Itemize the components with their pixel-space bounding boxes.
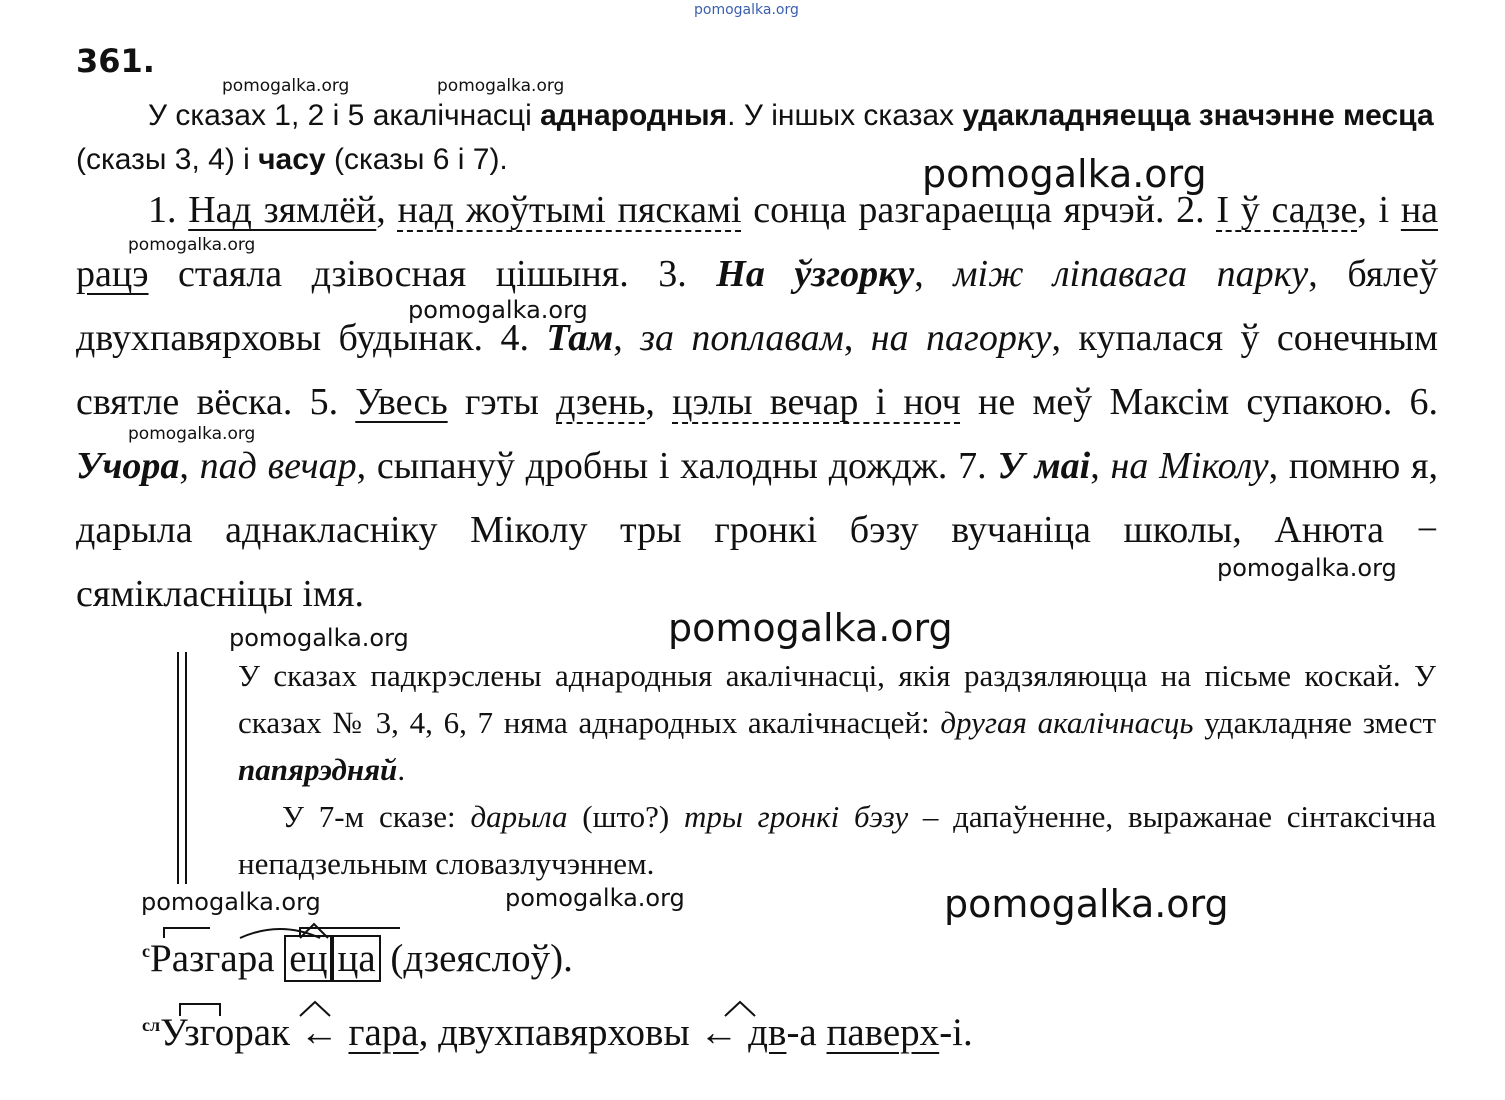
intro-paragraph <box>76 94 1436 182</box>
clarifying-adverbial: за поплавам <box>640 317 844 359</box>
sentence-text: , <box>914 253 954 295</box>
morph-stem: паверх <box>826 1011 940 1054</box>
morph-stem: дв <box>748 1011 787 1054</box>
watermark: pomogalka.org <box>141 888 321 916</box>
sentence-text: , <box>376 189 398 231</box>
sentence-text: , і <box>1357 189 1401 231</box>
morph-text: , двухпавярховы ← <box>418 1011 749 1054</box>
homogeneous-adverbial: на рацэ <box>76 189 1439 295</box>
prefix-bracket <box>180 1004 220 1016</box>
suffix-caret <box>300 1002 330 1016</box>
clarifying-adverbial: між ліпавага парку <box>953 253 1309 295</box>
clarified-adverbial: Учора <box>76 445 180 487</box>
clarified-adverbial: Там <box>546 317 614 359</box>
margin-bar <box>177 652 179 884</box>
sentence-text: , <box>645 381 673 423</box>
sentence-text: , <box>1090 445 1111 487</box>
morph-text: -а <box>786 1011 827 1054</box>
morph-postfix-box: ца <box>332 935 380 982</box>
sentence-text: сонца разгараецца ярчэй. 2. <box>741 189 1217 231</box>
stem-line <box>300 928 400 936</box>
watermark: pomogalka.org <box>944 882 1229 926</box>
sentence-text: , <box>843 317 871 359</box>
prefix-bracket <box>164 928 210 938</box>
explanation-italic: тры гронкі бэзу <box>684 799 909 834</box>
suffix-caret <box>725 1002 755 1016</box>
homogeneous-adverbial: цэлы вечар і ноч <box>672 381 961 423</box>
clarifying-adverbial: пад вечар <box>199 445 357 487</box>
explanation-text: удакладняе змест <box>1193 705 1436 740</box>
sentence-text: , помню я, дарыла аднакласніку Міколу тры гронкі бэзу вучаніца школы, Анюта − сямікласніцы імя. <box>76 445 1439 615</box>
watermark: pomogalka.org <box>128 424 256 444</box>
morph-root-part: Разгара <box>150 937 275 980</box>
morph-text: -і. <box>939 1011 973 1054</box>
sentence-text: , купалася ў сонечным святле вёска. 5. <box>76 317 1438 423</box>
clarifying-adverbial: на Міколу <box>1110 445 1269 487</box>
morph-text: (дзеяслоў). <box>380 937 573 980</box>
explanation-text: (што?) <box>567 799 684 834</box>
explanation-italic: другая акалічнасць <box>940 705 1194 740</box>
exercise-number: 361. <box>76 42 155 80</box>
sentence-text: , сыпануў дробны і халодны дождж. 7. <box>356 445 998 487</box>
intro-bold: часу <box>258 143 326 176</box>
homogeneous-adverbial: І ў садзе <box>1216 189 1358 231</box>
watermark: pomogalka.org <box>128 235 256 255</box>
watermark: pomogalka.org <box>668 606 953 650</box>
exercise-text <box>76 178 1438 626</box>
explanation-text: – дапаўненне, выражанае сінтаксічна непадзельным словазлучэннем. <box>238 799 1436 881</box>
explanation-text: У 7-м сказе: <box>282 799 471 834</box>
watermark: pomogalka.org <box>922 152 1207 196</box>
clarified-adverbial: На ўзгорку <box>716 253 915 295</box>
clarifying-adverbial: на пагорку <box>870 317 1052 359</box>
explanation-bold-italic: папярэдняй <box>238 752 398 787</box>
morph-suffix-box: ец <box>284 935 332 982</box>
margin-bar <box>185 652 187 884</box>
watermark: pomogalka.org <box>694 2 799 18</box>
sentence-text: гэты <box>447 381 557 423</box>
morph-stem: гара <box>348 1011 419 1054</box>
sentence-text: не меў Максім супакою. 6. <box>960 381 1439 423</box>
morph-arcs-2 <box>150 994 1150 1024</box>
intro-bold: аднародныя <box>540 99 728 132</box>
explanation-paragraph <box>238 793 1436 887</box>
explanation-italic: дарыла <box>470 799 568 834</box>
homogeneous-adverbial: дзень <box>556 381 646 423</box>
watermark: pomogalka.org <box>229 624 409 652</box>
explanation-block <box>238 652 1436 887</box>
sentence-text: 1. <box>148 189 189 231</box>
explanation-text: У сказах падкрэслены аднародныя акалічнасці, якія раздзяляюцца на пісьме коскай. У сказах № 3, 4, 6, 7 няма аднародных акалічнасцей: <box>238 658 1436 740</box>
intro-text: У сказах 1, 2 і 5 акалічнасці <box>148 99 541 132</box>
intro-text: . У іншых сказах <box>727 99 963 132</box>
watermark: pomogalka.org <box>1217 554 1397 582</box>
homogeneous-adverbial: над жоўтымі пяскамі <box>397 189 742 231</box>
homogeneous-adverbial: Над зямлёй <box>188 189 377 231</box>
intro-text: (сказы 6 і 7). <box>325 143 508 176</box>
morph-arcs <box>150 918 480 978</box>
explanation-text: . <box>397 752 406 787</box>
intro-text: (сказы 3, 4) і <box>76 143 259 176</box>
sentence-text: , бялеў двухпавярховы будынак. 4. <box>76 253 1439 359</box>
explanation-paragraph <box>238 652 1436 793</box>
intro-bold: удакладняецца значэнне месца <box>962 99 1434 132</box>
sentence-text: , <box>613 317 641 359</box>
clarified-adverbial: У маі <box>997 445 1091 487</box>
watermark: pomogalka.org <box>505 884 685 912</box>
watermark: pomogalka.org <box>408 296 588 324</box>
sentence-text: стаяла дзівосная цішыня. 3. <box>148 253 717 295</box>
morph-mark: сл <box>142 1015 161 1035</box>
morph-mark: с <box>142 941 150 961</box>
homogeneous-adverbial: Увесь <box>355 381 448 423</box>
sentence-text: , <box>179 445 200 487</box>
morph-text: Узгорак ← <box>160 1011 349 1054</box>
watermark: pomogalka.org <box>222 76 350 96</box>
watermark: pomogalka.org <box>437 76 565 96</box>
